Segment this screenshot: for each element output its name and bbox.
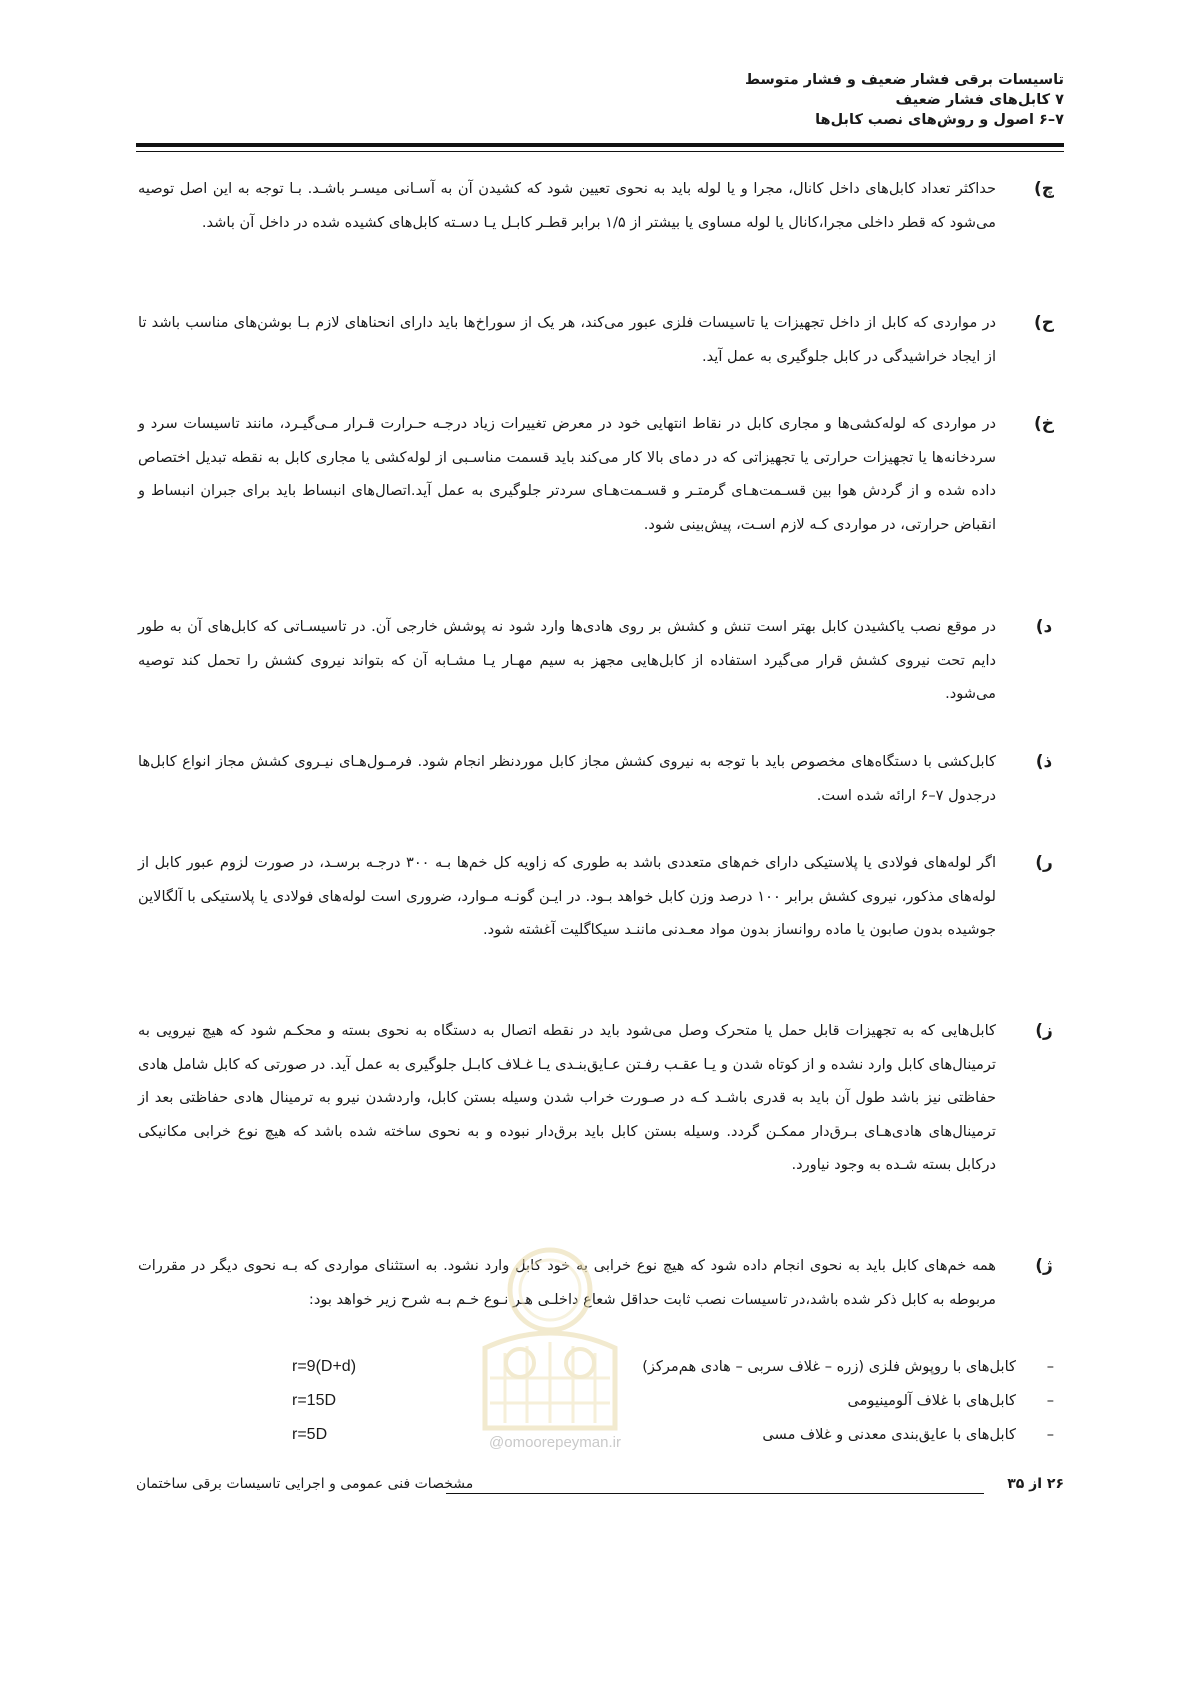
paragraph-dal bbox=[138, 610, 1064, 711]
bullet-dash: – bbox=[1046, 1358, 1054, 1375]
header-divider-thin bbox=[136, 151, 1064, 152]
page-number: ۲۶ از ۳۵ bbox=[1007, 1476, 1064, 1492]
item-text: کابل‌هایی که به تجهیزات قابل حمل یا متحرک وصل می‌شود باید در نقطه اتصال به دستگاه به نحوی بسته و محکـم شود که هیچ نیرویی به ترمینال‌های کابل وارد نشده و از کوتاه شدن و یـا عقـب رفـتن عـایق‌بنـدی یـا غـلاف کابـل جلوگیری به عمل آید. در صورتی که کابل شامل هادی حفاظتی نیز باشد طول آن باید به قدری باشـد کـه در صـورت خراب شدن وسیله بستن کابل، واردشدن نیرو به ترمینال هادی حفاظتی بعد از ترمینال‌های هادی‌هـای بـرق‌دار ممکـن گردد. وسیله بستن کابل باید برق‌دار نبوده و به نحوی ساخته شده باشد که هیچ نوع خرابی مکانیکی درکابل بسته شـده به وجود نیاورد. bbox=[138, 1022, 996, 1173]
item-letter: ح) bbox=[1033, 313, 1054, 333]
paragraph-khe bbox=[138, 407, 1064, 541]
bullet-text: کابل‌های با عایق‌بندی معدنی و غلاف مسی bbox=[762, 1426, 1016, 1443]
item-text: در مواردی که کابل از داخل تجهیزات یا تاسیسات فلزی عبور می‌کند، هر یک از سوراخ‌ها باید دارای انحناهای لازم بـا بوشن‌های مناسب باشد تا از ایجاد خراشیدگی در کابل جلوگیری به عمل آید. bbox=[138, 314, 996, 365]
item-text: کابل‌کشی با دستگاه‌های مخصوص باید با توجه به نیروی کشش مجاز کابل موردنظر انجام شود. فرمـول‌هـای نیـروی کشش مجاز انواع کابل‌ها درجدول ۷–۶ ارائه شده است. bbox=[138, 753, 996, 804]
bend-radius-formula: r=5D bbox=[292, 1426, 328, 1443]
item-letter: ر) bbox=[1035, 853, 1053, 873]
footer-title: مشخصات فنی عمومی و اجرایی تاسیسات برقی ساختمان bbox=[136, 1476, 474, 1492]
item-letter: چ) bbox=[1033, 179, 1054, 199]
bullet-dash: – bbox=[1046, 1392, 1054, 1409]
bullet-text: کابل‌های با روپوش فلزی (زره – غلاف سربی – هادی هم‌مرکز) bbox=[642, 1358, 1016, 1375]
paragraph-zal bbox=[138, 745, 1064, 812]
bend-radius-formula: r=15D bbox=[292, 1392, 337, 1409]
paragraph-he bbox=[138, 306, 1064, 373]
footer-divider bbox=[446, 1493, 984, 1494]
header-line-1: تاسیسات برقی فشار ضعیف و فشار متوسط bbox=[744, 72, 1064, 88]
bullet-text: کابل‌های با غلاف آلومینیومی bbox=[847, 1392, 1016, 1409]
item-text: حداکثر تعداد کابل‌های داخل کانال، مجرا و یا لوله باید به نحوی تعیین شود که کشیدن آن به آسـانی میسـر باشـد. بـا توجه به این اصل توصیه می‌شود که قطر داخلی مجرا،کانال یا لوله مساوی یا بیشتر از ۱/۵ برابر قطـر کابـل یـا دسـته کابل‌های کشیده شده در داخل آن باشد. bbox=[138, 180, 996, 231]
item-text: همه خم‌های کابل باید به نحوی انجام داده شود که هیچ نوع خرابی به خود کابل وارد نشود. به استثنای مواردی که بـه نحوی دیگر در مقررات مربوطه به کابل ذکر شده باشد،در تاسیسات نصب ثابت حداقل شعاع داخلـی هـر نـوع خـم بـه شرح زیر خواهد بود: bbox=[138, 1257, 996, 1308]
item-text: اگر لوله‌های فولادی یا پلاستیکی دارای خم‌های متعددی باشد به طوری که زاویه کل خم‌ها بـه ۳۰۰ درجـه برسـد، در صورت لزوم عبور کابل از لوله‌های مذکور، نیروی کشش برابر ۱۰۰ درصد وزن کابل خواهد بـود. در ایـن گونـه مـوارد، ضروری است لوله‌های فولادی یا پلاستیکی با آلگالاین جوشیده بدون صابون یا ماده روانساز بدون مواد معـدنی ماننـد سیکاگلیت آغشته شود. bbox=[138, 854, 996, 938]
item-letter: خ) bbox=[1033, 414, 1054, 434]
bend-radius-formula: r=9(D+d) bbox=[292, 1358, 357, 1375]
watermark-logo bbox=[465, 1238, 635, 1453]
page-footer bbox=[136, 1476, 1064, 1506]
paragraph-ze bbox=[138, 1014, 1064, 1182]
header-line-3: ۷–۶ اصول و روش‌های نصب کابل‌ها bbox=[815, 112, 1064, 128]
item-letter: د) bbox=[1035, 617, 1053, 637]
item-text: در مواردی که لوله‌کشی‌ها و مجاری کابل در نقاط انتهایی خود در معرض تغییرات زیاد درجـه حـرارت قـرار مـی‌گیـرد، مانند تاسیسات سرد و سردخانه‌ها یا تجهیزات حرارتی یا تجهیزاتی که در دمای بالا کار می‌کند باید قسمت مناسـبی از لوله‌کشی یا مجاری کابل به نقطه تبدیل اختصاص داده شده و از گردش هوا بین قسـمت‌هـای گرمتـر و قسـمت‌هـای سردتر جلوگیری به عمل آید.اتصال‌های انبساط باید برای جبران انبساط و انقباض حرارتی، در مواردی کـه لازم اسـت، پیش‌بینی شود. bbox=[138, 415, 996, 533]
page-header bbox=[464, 70, 1064, 130]
item-text: در موقع نصب یاکشیدن کابل بهتر است تنش و کشش بر روی هادی‌ها وارد شود نه پوشش خارجی آن. در تاسیسـاتی که کابل‌های آن به طور دایم تحت نیروی کشش قرار می‌گیرد استفاده از کابل‌هایی مجهز به سیم مهـار یـا مشـابه آن که بتواند نیروی کشش را تحمل کند توصیه می‌شود. bbox=[138, 618, 996, 702]
header-divider-thick bbox=[136, 143, 1064, 147]
paragraph-che bbox=[138, 172, 1064, 239]
watermark-text: @omoorepeyman.ir bbox=[489, 1434, 621, 1451]
paragraph-re bbox=[138, 846, 1064, 947]
item-letter: ز) bbox=[1035, 1021, 1053, 1041]
bullet-dash: – bbox=[1046, 1426, 1054, 1443]
item-letter: ذ) bbox=[1035, 752, 1053, 772]
item-letter: ژ) bbox=[1035, 1256, 1053, 1276]
header-line-2: ۷ کابل‌های فشار ضعیف bbox=[895, 92, 1064, 108]
